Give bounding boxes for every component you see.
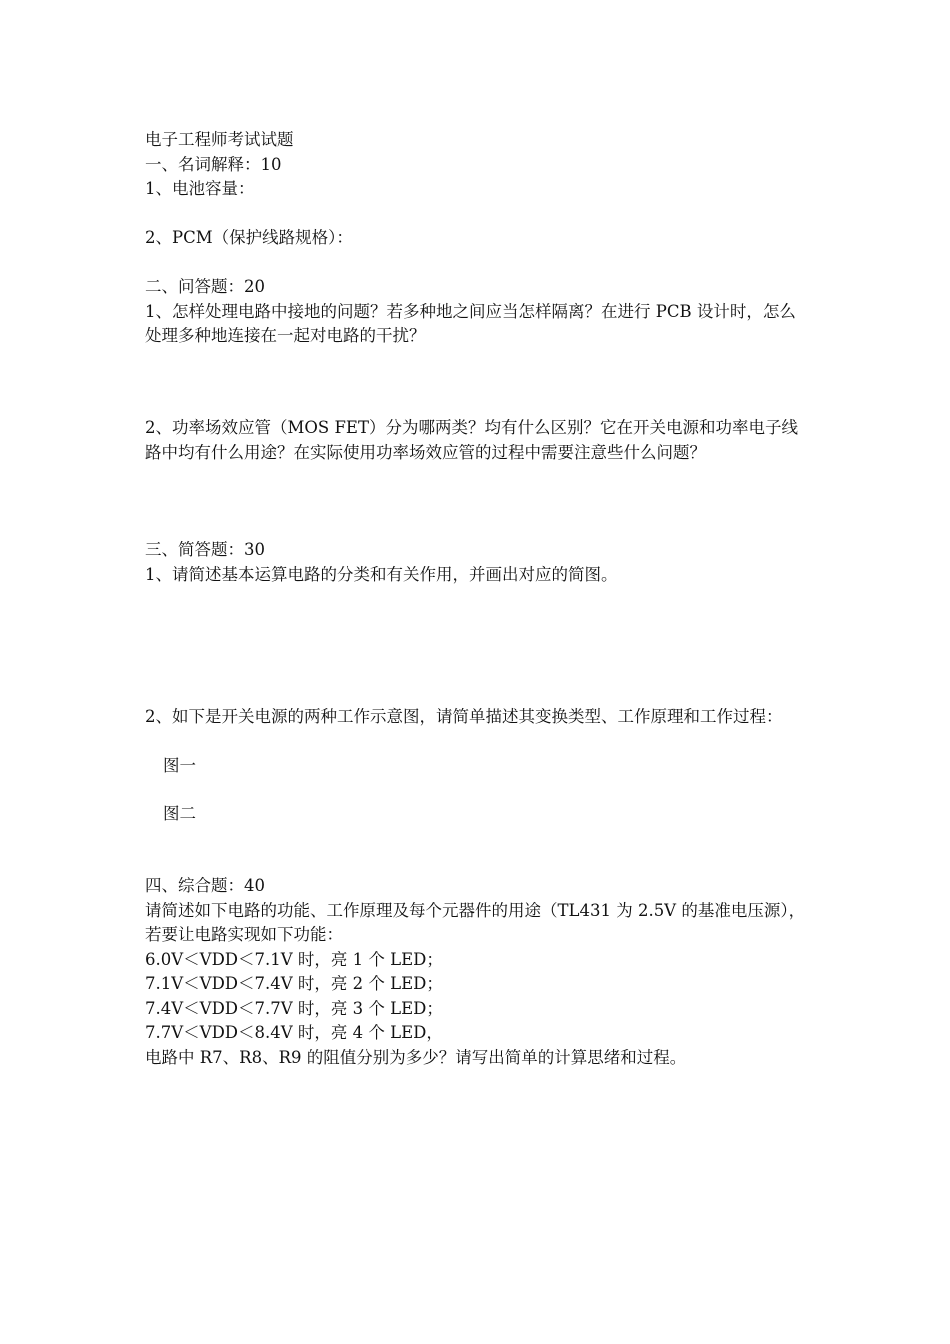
section2-heading: 二、问答题：20 — [145, 277, 265, 296]
section1-question-2: 2、PCM（保护线路规格）： — [145, 228, 353, 247]
section3-question-1: 1、请简述基本运算电路的分类和有关作用，并画出对应的简图。 — [145, 564, 618, 584]
section4-condition-3: 7.4V＜VDD＜7.7V 时，亮 3 个 LED； — [145, 998, 443, 1018]
section4-question: 电路中 R7、R8、R9 的阻值分别为多少？请写出简单的计算思绪和过程。 — [145, 1047, 687, 1067]
figure-2-label: 图二 — [163, 804, 196, 823]
section4-condition-1: 6.0V＜VDD＜7.1V 时，亮 1 个 LED； — [145, 949, 443, 969]
section3-question-2: 2、如下是开关电源的两种工作示意图，请简单描述其变换类型、工作原理和工作过程： — [145, 707, 783, 726]
section4-intro: 请简述如下电路的功能、工作原理及每个元器件的用途（TL431 为 2.5V 的基准电压源），若要让电路实现如下功能： — [145, 900, 806, 944]
section4-condition-4: 7.7V＜VDD＜8.4V 时，亮 4 个 LED， — [145, 1023, 443, 1042]
figure-1-label: 图一 — [163, 756, 196, 775]
section2-question-2: 2、功率场效应管（MOS FET）分为哪两类？均有什么区别？它在开关电源和功率电子线路中均有什么用途？在实际使用功率场效应管的过程中需要注意些什么问题？ — [145, 418, 798, 462]
section2-question-1: 1、怎样处理电路中接地的问题？若多种地之间应当怎样隔离？在进行 PCB 设计时，怎么处理多种地连接在一起对电路的干扰？ — [145, 301, 796, 345]
section1-heading: 一、名词解释：10 — [145, 154, 282, 174]
section4-heading: 四、综合题：40 — [145, 876, 265, 895]
section1-question-1: 1、电池容量： — [145, 179, 255, 198]
section3-heading: 三、简答题：30 — [145, 540, 265, 559]
document-title: 电子工程师考试试题 — [145, 130, 294, 149]
section4-condition-2: 7.1V＜VDD＜7.4V 时，亮 2 个 LED； — [145, 974, 443, 993]
